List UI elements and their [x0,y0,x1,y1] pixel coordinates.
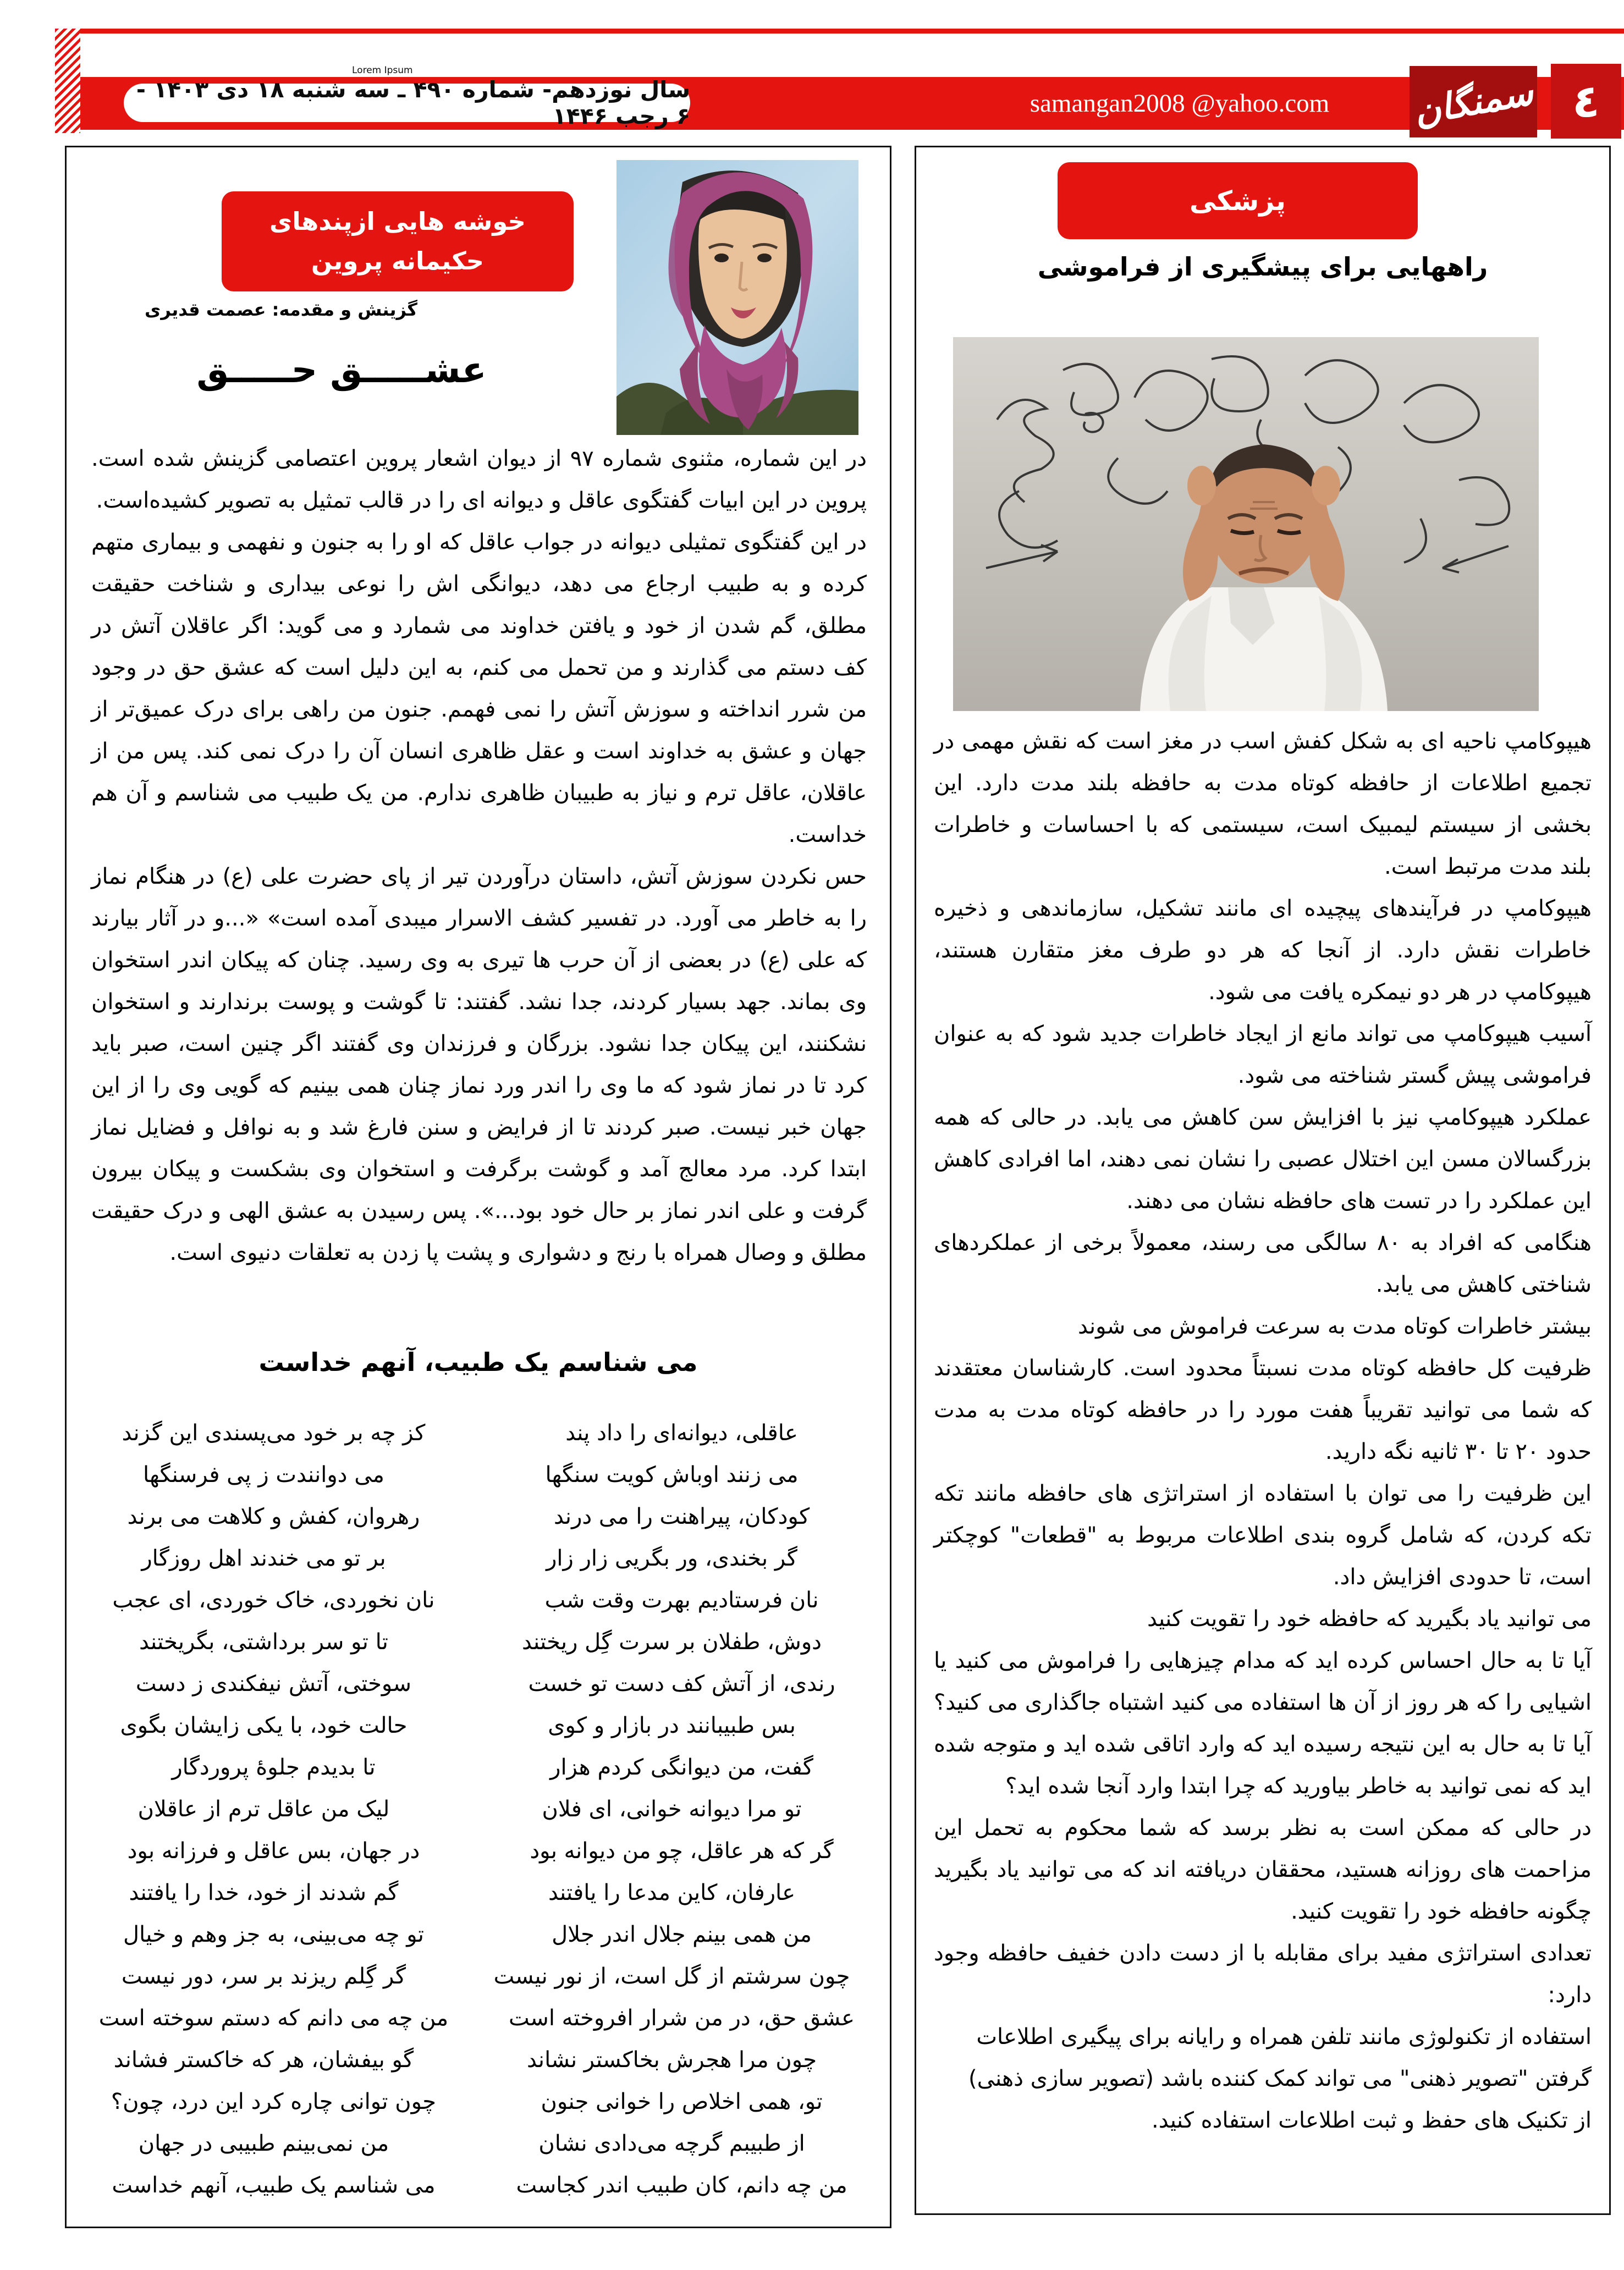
right-article-title: راههایی برای پیشگیری از فراموشی [1037,252,1488,282]
hemistich-right: عارفان، کاین مدعا را یافتند [548,1880,796,1905]
body-paragraph: می توانید یاد بگیرید که حافظه خود را تقویت کنید [1147,1606,1592,1632]
parvin-portrait-image [616,160,858,435]
poem-couplet [78,1914,878,1955]
contact-email: samangan2008 @yahoo.com [1030,89,1330,118]
hemistich-right: می زنند اوباش کویت سنگها [545,1462,799,1487]
hemistich-right: رندی، از آتش کف دست تو خست [528,1671,835,1696]
hemistich-left: تا بدیدم جلوهٔ پروردگار [172,1755,376,1780]
poem-couplet [78,1746,878,1788]
poem-couplet [78,1412,878,1454]
body-paragraph: از تکنیک های حفظ و ثبت اطلاعات استفاده کنید. [1152,2108,1592,2133]
poem-couplet [78,1788,878,1830]
hemistich-left: حالت خود، با یکی زایشان بگوی [120,1713,408,1738]
right-article-box [915,146,1611,2215]
body-paragraph: آسیب هیپوکامپ می تواند مانع از ایجاد خاطرات جدید شود که به عنوان فراموشی پیش گستر شناخته می شود. [934,1021,1592,1088]
hemistich-left: کز چه بر خود می‌پسندی این گزند [122,1420,426,1446]
hemistich-left: گم شدند از خود، خدا را یافتند [129,1880,399,1905]
body-paragraph: بیشتر خاطرات کوتاه مدت به سرعت فراموش می شوند [1077,1314,1592,1339]
hemistich-right: تو مرا دیوانه خوانی، ای فلان [542,1797,802,1822]
body-paragraph: این ظرفیت را می توان با استفاده از استراتژی های حافظه مانند تکه تکه کردن، که شامل گروه بندی اطلاعات مربوط به "قطعات" کوچکتر است، تا حدودی افزایش داد. [934,1481,1592,1590]
hemistich-left: تو چه می‌بینی، به جز وهم و خیال [123,1922,424,1947]
poem-couplet [78,1621,878,1663]
hemistich-right: من چه دانم، کان طبیب اندر کجاست [516,2173,847,2198]
poem-couplet [78,2164,878,2206]
hemistich-left: رهروان، کفش و کلاهت می برند [127,1504,420,1529]
right-topic-box: پزشکی [1058,162,1418,239]
hemistich-left: چون توانی چاره کرد این درد، چون؟ [111,2089,437,2114]
hemistich-left: تا تو سر برداشتی، بگریختند [139,1629,388,1655]
hemistich-left: بر تو می خندند اهل روزگار [141,1546,386,1571]
hemistich-left: می دوانندت ز پی فرسنگها [142,1462,384,1487]
body-paragraph: هیپوکامپ ناحیه ای به شکل کفش اسب در مغز است که نقش مهمی در تجمیع اطلاعات از حافظه کوتاه مدت به حافظه بلند مدت دارد. این بخشی از سیستم لیمبیک است، سیستمی که با احساسات و خاطرات بلند مدت مرتبط است. [934,729,1592,879]
body-paragraph: تعدادی استراتژی مفید برای مقابله با از دست دادن خفیف حافظه وجود دارد: [934,1941,1592,2008]
hemistich-right: نان فرستادیم بهرت وقت شب [544,1588,819,1613]
byline: گزینش و مقدمه: عصمت قدیری [144,299,418,320]
right-article-body [934,720,1592,2141]
left-article-box [65,146,891,2228]
poem-couplet [78,1705,878,1746]
issue-date-line: سال نوزدهم- شماره ۴۹۰ ـ سه شنبه ۱۸ دی ۱۴۰۳ - ۶ رجب ۱۴۴۶ [124,84,690,122]
hemistich-right: عاقلی، دیوانه‌ای را داد پند [565,1420,798,1446]
newspaper-logo [1410,66,1537,137]
hemistich-left: گر گِلم ریزند بر سر، دور نیست [121,1964,406,1989]
poem-couplet [78,1663,878,1705]
hemistich-left: می شناسم یک طبیب، آنهم خداست [112,2173,436,2198]
body-paragraph: هنگامی که افراد به ۸۰ سالگی می رسند، معمولاً برخی از عملکردهای شناختی کاهش می یابد. [934,1230,1592,1297]
left-topic-box [222,191,574,291]
poem-couplet [78,2081,878,2123]
hemistich-right: چون مرا هجرش بخاکستر نشاند [526,2047,817,2073]
hemistich-right: دوش، طفلان بر سرت گِل ریختند [522,1629,822,1655]
body-paragraph: ظرفیت کل حافظه کوتاه مدت نسبتاً محدود است. کارشناسان معتقدند که شما می توانید تقریباً هفت مورد را در حافظه کوتاه مدت به مدت حدود ۲۰ تا ۳۰ ثانیه نگه دارید. [934,1356,1592,1464]
poem-couplet [78,1538,878,1579]
hemistich-left: گو بیفشان، هر که خاکستر فشاند [113,2047,414,2073]
logo-calligraphy: سمنگان [1410,70,1537,133]
hemistich-right: از طبیبم گرچه می‌دادی نشان [538,2131,805,2156]
body-paragraph: استفاده از تکنولوژی مانند تلفن همراه و رایانه برای پیگیری اطلاعات [976,2024,1592,2049]
hemistich-right: گر بخندی، ور بگریی زار زار [546,1546,797,1571]
poem-couplet [78,2039,878,2081]
poem [78,1412,878,2206]
body-paragraph: آیا تا به حال احساس کرده اید که مدام چیزهایی را فراموش می کنید یا اشیایی را که هر روز از آن ها استفاده می کنید اشتباه جاگذاری می کنید؟ آیا تا به حال به این نتیجه رسیده اید که وارد اتاقی شده اید و متوجه شده اید که نمی توانید به خاطر بیاورید که چرا ابتدا وارد آنجا شده اید؟ [934,1648,1592,1799]
left-article-title: عشـــــق حـــــق [196,349,487,391]
left-topic-line2: حکیمانه پروین [311,246,485,276]
hemistich-left: در جهان، بس عاقل و فرزانه بود [127,1838,420,1864]
left-topic-line1: خوشه هایی ازپندهای [269,207,526,236]
body-paragraph: در این شماره، مثنوی شماره ۹۷ از دیوان اشعار پروین اعتصامی گزینش شده است. پروین در این ابیات گفتگوی عاقل و دیوانه ای را در قالب تمثیل به تصویر کشیده‌است. [91,446,867,513]
memory-loss-photo [953,337,1539,711]
hemistich-left: سوختی، آتش نیفکندی ز دست [135,1671,412,1696]
poem-couplet [78,1872,878,1914]
poem-couplet [78,1997,878,2039]
hemistich-left: نان نخوردی، خاک خوردی، ای عجب [112,1588,435,1613]
hemistich-left: من نمی‌بینم طبیبی در جهان [138,2131,389,2156]
header-hatch-ornament [55,29,80,133]
hemistich-left: لیک من عاقل ترم از عاقلان [137,1797,390,1822]
hemistich-right: تو، همی اخلاص را خوانی جنون [541,2089,823,2114]
page-number-badge: ٤ [1551,64,1621,139]
header-top-rule [55,29,1624,34]
poem-couplet [78,2123,878,2164]
hemistich-right: گر که هر عاقل، چو من دیوانه بود [530,1838,834,1864]
body-paragraph: در این گفتگوی تمثیلی دیوانه در جواب عاقل که او را به جنون و نفهمی و بیماری متهم کرده و به طبیب ارجاع می دهد، دیوانگی اش را نوعی بیداری و شناخت حقیقت مطلق، گم شدن از خود و یافتن خداوند می شمارد و می گوید: اگر عاقلان آتش در کف دستم می گذارند و من تحمل می کنم، به این دلیل است که عشق حق در وجود من شرر انداخته و سوزش آتش را نمی فهمم. جنون من راهی برای درک عمیق‌تر از جهان و عشق به خداوند است و عقل ظاهری انسان آن را درک نمی کند. پس من از عاقلان، عاقل ترم و نیاز به طبیبان ظاهری ندارم. من یک طبیب می شناسم و آن هم خداست. [91,530,867,847]
body-paragraph: هیپوکامپ در فرآیندهای پیچیده ای مانند تشکیل، سازماندهی و ذخیره خاطرات نقش دارد. از آنجا که هر دو طرف مغز متقارن هستند، هیپوکامپ در هر دو نیمکره یافت می شود. [934,896,1592,1005]
poem-couplet [78,1579,878,1621]
poem-couplet [78,1454,878,1496]
hemistich-right: من همی بینم جلال اندر جلال [552,1922,812,1947]
left-article-body [91,438,867,1274]
poem-couplet [78,1496,878,1538]
body-paragraph: حس نکردن سوزش آتش، داستان درآوردن تیر از پای حضرت علی (ع) در هنگام نماز را به خاطر می آورد. در تفسیر کشف الاسرار میبدی آمده است» «...و در آثار بیارند که علی (ع) در بعضی از آن حرب ها تیری به وی رسید. چنان که پیکان اندر استخوان وی بماند. جهد بسیار کردند، جدا نشد. گفتند: تا گوشت و پوست برندارند و استخوان نشکنند، این پیکان جدا نشود. بزرگان و فرزندان وی گفتند اگر چنین است، صبر باید کرد تا در نماز شود که ما وی را اندر ورد نماز چنان همی بینیم که گویی وی را از این جهان خبر نیست. صبر کردند تا از فرایض و سنن فارغ شد و به نوافل و فضایل نماز ابتدا کرد. مرد معالج آمد و گوشت برگرفت و استخوان وی بشکست و پیکان بیرون گرفت و علی اندر نماز بر حال خود بود...». پس رسیدن به عشق الهی و درک حقیقت مطلق و وصال همراه با رنج و دشواری و پشت پا زدن به تعلقات دنیوی است. [91,864,867,1265]
hemistich-left: من چه می دانم که دستم سوخته است [98,2005,449,2031]
body-paragraph: در حالی که ممکن است به نظر برسد که شما محکوم به تحمل این مزاحمت های روزانه هستید، محققان دریافته اند که می توانید یاد بگیرید چگونه حافظه خود را تقویت کنید. [934,1815,1592,1924]
hemistich-right: عشق حق، در من شرار افروخته است [509,2005,855,2031]
lorem-caption: Lorem Ipsum [352,65,413,76]
poem-title: می شناسم یک طبیب، آنهم خداست [258,1347,698,1377]
hemistich-right: گفت، من دیوانگی کردم هزار [550,1755,813,1780]
poem-couplet [78,1955,878,1997]
hemistich-right: بس طبیبانند در بازار و کوی [548,1713,796,1738]
poem-couplet [78,1830,878,1872]
hemistich-right: کودکان، پیراهنت را می درند [553,1504,810,1529]
hemistich-right: چون سرشتم از گل است، از نور نیست [493,1964,850,1989]
body-paragraph: عملکرد هیپوکامپ نیز با افزایش سن کاهش می یابد. در حالی که همه بزرگسالان مسن این اختلال عصبی را نشان نمی دهند، اما افرادی کاهش این عملکرد را در تست های حافظه نشان می دهند. [934,1105,1592,1214]
body-paragraph: گرفتن "تصویر ذهنی" می تواند کمک کننده باشد (تصویر سازی ذهنی) [968,2066,1592,2091]
